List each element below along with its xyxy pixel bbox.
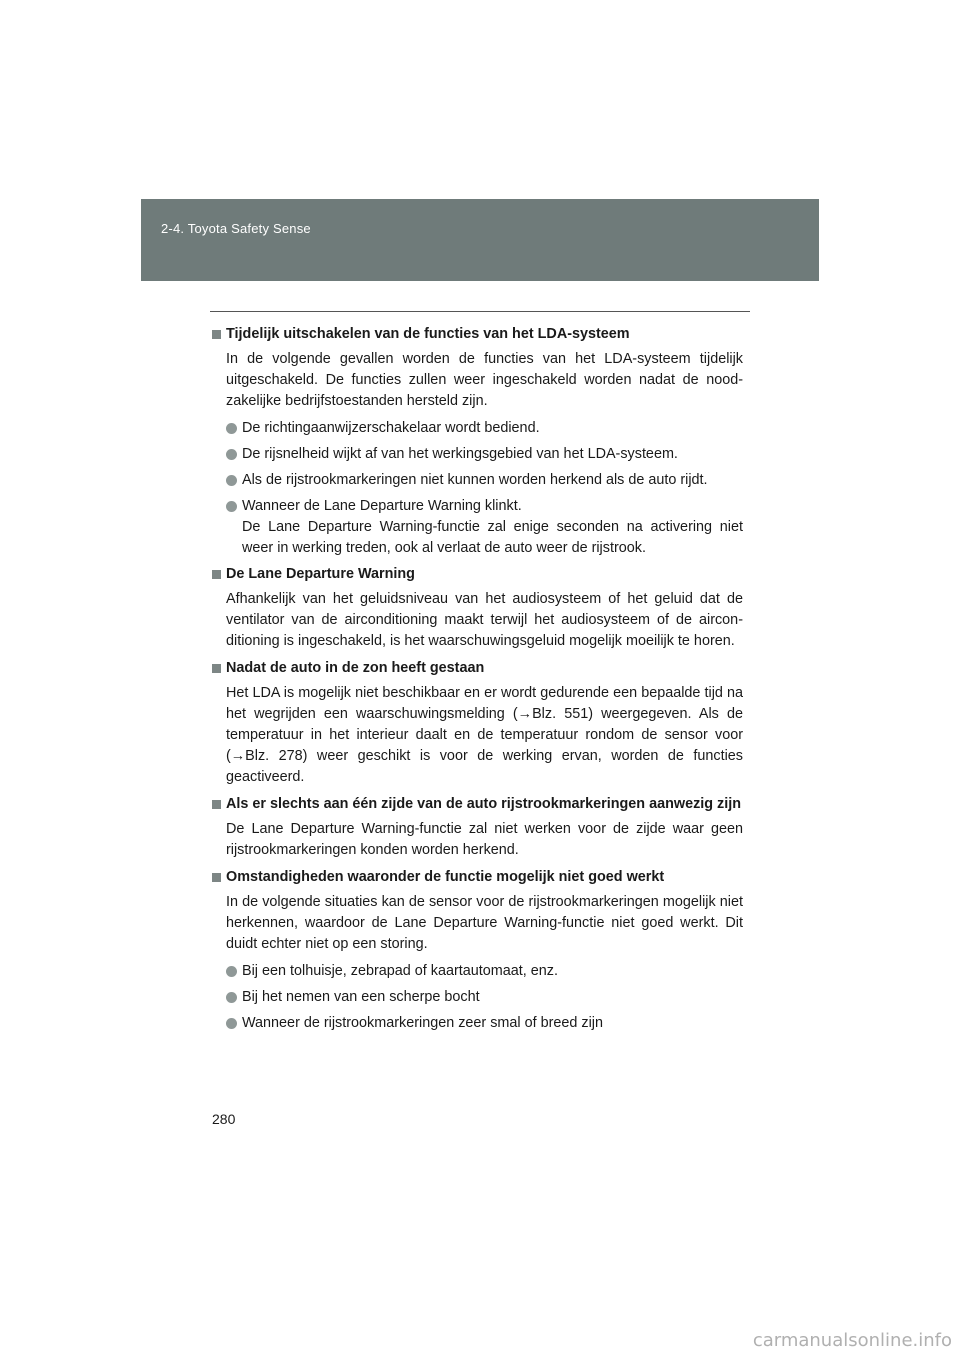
section-paragraph: In de volgende gevallen worden de functies van het LDA-systeem tijdelijk uitgeschakeld. De functies zullen weer ingeschakeld worden nadat de noodzakelijke bedrijfstoestanden hersteld zijn. bbox=[226, 351, 743, 409]
square-bullet-icon bbox=[212, 800, 221, 809]
circle-bullet-icon bbox=[226, 1018, 237, 1029]
square-bullet-icon bbox=[212, 664, 221, 673]
section-paragraph: Afhankelijk van het geluidsniveau van het audiosysteem of het geluid dat de ventilator van de airconditioning maakt terwijl het audiosysteem of de airconditioning is ingeschakeld, is het waarschuwingsgeluid mogelijk moeilijk te horen. bbox=[226, 591, 743, 649]
list-item: Bij een tolhuisje, zebrapad of kaartautomaat, enz. bbox=[212, 961, 743, 982]
section-paragraph: Het LDA is mogelijk niet beschikbaar en er wordt gedurende een bepaalde tijd na het wegrijden een waarschuwingsmelding (→Blz. 551) weergegeven. Als de temperatuur in het interieur daalt en de temperatuur rondom de sensor voor (→Blz. 278) weer geschikt is voor de werking ervan, worden de functies geactiveerd. bbox=[226, 685, 743, 785]
page-number: 280 bbox=[212, 1111, 236, 1127]
list-item: Wanneer de rijstrookmarkeringen zeer smal of breed zijn bbox=[212, 1013, 743, 1034]
square-bullet-icon bbox=[212, 570, 221, 579]
section-heading: De Lane Departure Warning bbox=[212, 564, 743, 585]
list-item: Als de rijstrookmarkeringen niet kunnen worden herkend als de auto rijdt. bbox=[212, 470, 743, 491]
list-item-note: De Lane Departure Warning-functie zal enige seconden na activering niet weer in werking treden, ook al verlaat de auto weer de rijstrook. bbox=[242, 519, 743, 556]
page-content bbox=[212, 324, 743, 1039]
circle-bullet-icon bbox=[226, 423, 237, 434]
square-bullet-icon bbox=[212, 330, 221, 339]
circle-bullet-icon bbox=[226, 966, 237, 977]
circle-bullet-icon bbox=[226, 992, 237, 1003]
square-bullet-icon bbox=[212, 873, 221, 882]
section-header-band bbox=[141, 199, 819, 281]
section-title: 2-4. Toyota Safety Sense bbox=[161, 221, 311, 236]
watermark: carmanualsonline.info bbox=[752, 1330, 952, 1351]
section-heading: Als er slechts aan één zijde van de auto rijstrookmarkeringen aanwezig zijn bbox=[212, 794, 743, 815]
section-heading: Tijdelijk uitschakelen van de functies van het LDA-systeem bbox=[212, 324, 743, 345]
circle-bullet-icon bbox=[226, 501, 237, 512]
section-paragraph: In de volgende situaties kan de sensor voor de rijstrookmarkeringen mogelijk niet herkennen, waardoor de Lane Departure Warning-functie niet goed werkt. Dit duidt echter niet op een storing. bbox=[226, 894, 743, 952]
section-heading: Omstandigheden waaronder de functie mogelijk niet goed werkt bbox=[212, 867, 743, 888]
list-item: Wanneer de Lane Departure Warning klinkt. De Lane Departure Warning-functie zal enige seconden na activering niet weer in werking treden, ook al verlaat de auto weer de rijstrook. bbox=[212, 496, 743, 559]
section-heading: Nadat de auto in de zon heeft gestaan bbox=[212, 658, 743, 679]
list-item: Bij het nemen van een scherpe bocht bbox=[212, 987, 743, 1008]
header-rule bbox=[210, 311, 750, 312]
section-paragraph: De Lane Departure Warning-functie zal niet werken voor de zijde waar geen rijstrookmarkeringen konden worden herkend. bbox=[226, 821, 743, 858]
list-item: De rijsnelheid wijkt af van het werkingsgebied van het LDA-systeem. bbox=[212, 444, 743, 465]
circle-bullet-icon bbox=[226, 449, 237, 460]
list-item: De richtingaanwijzerschakelaar wordt bediend. bbox=[212, 418, 743, 439]
circle-bullet-icon bbox=[226, 475, 237, 486]
